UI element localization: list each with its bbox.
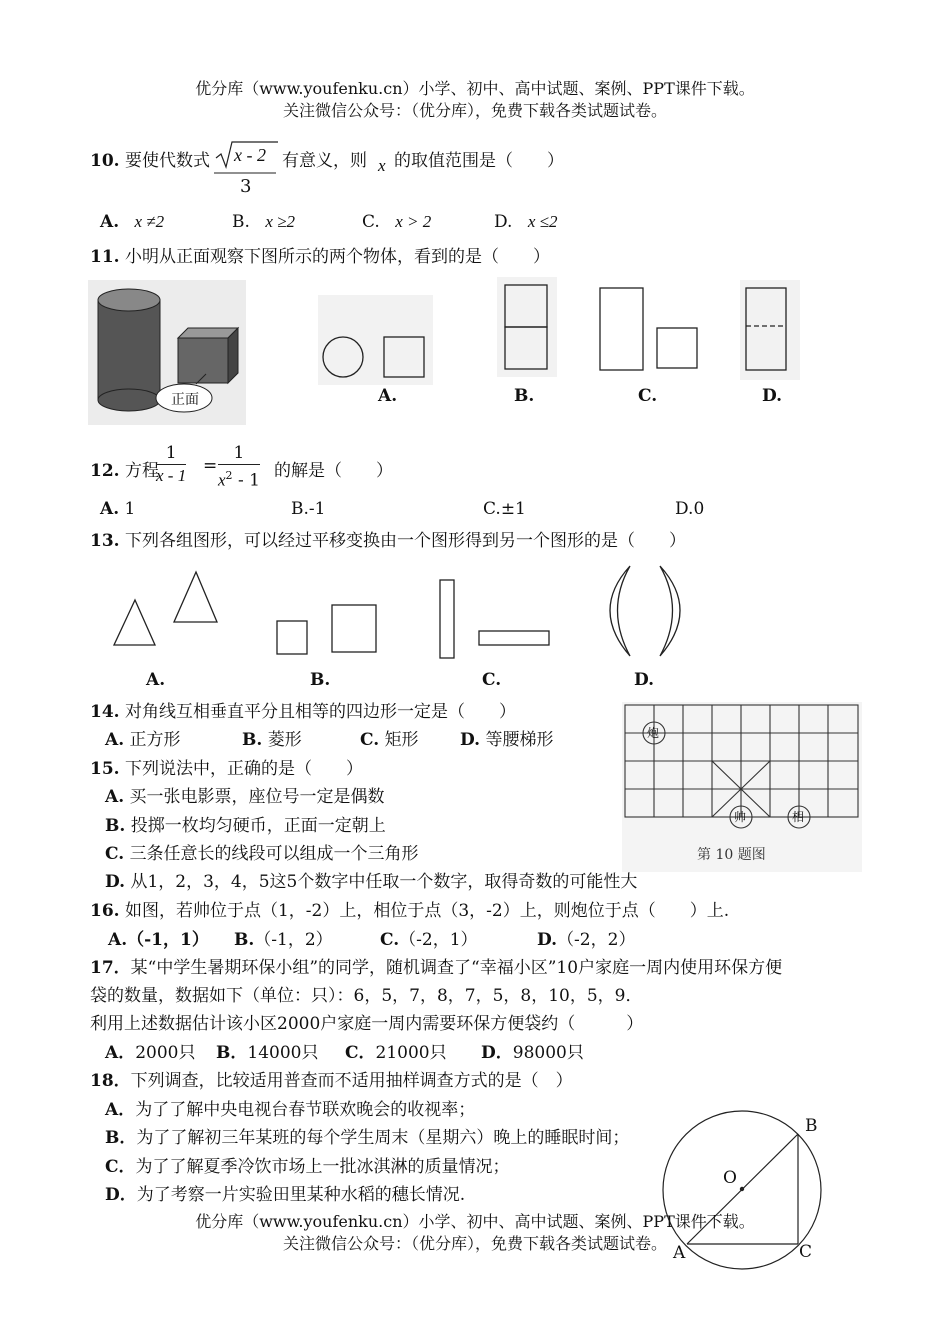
header-line-2: 关注微信公众号：（优分库），免费下载各类试题试卷。: [282, 101, 667, 120]
q18-option-c[interactable]: C．为了了解夏季冷饮市场上一批冰淇淋的质量情况；: [105, 1157, 510, 1177]
footer-line-2: 关注微信公众号：（优分库），免费下载各类试题试卷。: [282, 1234, 667, 1253]
question-12: 12. 方程: [90, 461, 159, 481]
question-17: 17．某“中学生暑期环保小组”的同学，随机调查了“幸福小区”10户家庭一周内使用环保方便: [90, 958, 783, 978]
header-line-1: 优分库（www.youfenku.cn）小学、初中、高中试题、案例、PPT课件下载。: [195, 79, 755, 98]
q17-option-a[interactable]: A．2000只: [105, 1043, 196, 1063]
variable-x: x: [378, 156, 386, 175]
label-c: C: [799, 1242, 813, 1262]
q12-option-a[interactable]: A. 1: [100, 499, 136, 519]
question-17-line-3: 利用上述数据估计该小区2000户家庭一周内需要环保方便袋约（ ）: [90, 1014, 644, 1034]
option-d-figure: [740, 280, 800, 380]
q11-option-d[interactable]: D.: [762, 386, 783, 406]
q12-option-d[interactable]: D.0: [675, 499, 705, 519]
equals-sign: =: [203, 456, 218, 476]
q17-option-d[interactable]: D．98000只: [481, 1043, 584, 1063]
radicand: x - 2: [234, 145, 266, 165]
q14-option-c[interactable]: C. 矩形: [360, 730, 419, 750]
label-b: B: [805, 1116, 818, 1136]
q13-option-a[interactable]: A.: [146, 670, 166, 690]
option-b[interactable]: B. x ≥2: [232, 212, 295, 232]
q13-option-c[interactable]: C.: [482, 670, 502, 690]
footer-line-1: 优分库（www.youfenku.cn）小学、初中、高中试题、案例、PPT课件下载。: [195, 1212, 755, 1231]
q15-option-a[interactable]: A. 买一张电影票，座位号一定是偶数: [105, 787, 385, 807]
q13-option-d[interactable]: D.: [634, 670, 655, 690]
pao-piece: 炮: [647, 726, 660, 740]
q16-option-b[interactable]: B.（-1，2）: [234, 930, 333, 950]
q18-option-a[interactable]: A．为了了解中央电视台春节联欢晚会的收视率；: [105, 1100, 476, 1120]
question-number: 10.: [90, 151, 120, 171]
question-16: 16. 如图，若帅位于点（1，-2）上，相位于点（3，-2）上，则炮位于点（ ）上.: [90, 901, 730, 921]
question-14: 14. 对角线互相垂直平分且相等的四边形一定是（ ）: [90, 702, 516, 722]
option-c-figure: [595, 283, 705, 373]
q12-option-c[interactable]: C.±1: [483, 499, 526, 519]
fraction-lhs: $\frac{1}{x - 1}$: [156, 443, 187, 485]
question-15: 15. 下列说法中，正确的是（ ）: [90, 759, 363, 779]
q15-option-c[interactable]: C. 三条任意长的线段可以组成一个三角形: [105, 844, 419, 864]
question-text: 要使代数式: [124, 151, 210, 171]
front-label: 正面: [171, 392, 199, 408]
board-caption: 第 10 题图: [697, 847, 766, 863]
question-13: 13. 下列各组图形，可以经过平移变换由一个图形得到另一个图形的是（ ）: [90, 531, 686, 551]
q15-option-b[interactable]: B. 投掷一枚均匀硬币，正面一定朝上: [105, 816, 386, 836]
q18-option-b[interactable]: B．为了了解初三年某班的每个学生周末（星期六）晚上的睡眠时间；: [105, 1128, 630, 1148]
q12-option-b[interactable]: B.-1: [291, 499, 326, 519]
q16-option-c[interactable]: C.（-2，1）: [380, 930, 478, 950]
question-18: 18．下列调查，比较适用普查而不适用抽样调查方式的是（ ）: [90, 1071, 573, 1091]
q17-option-c[interactable]: C．21000只: [345, 1043, 447, 1063]
q15-option-d[interactable]: D. 从1，2，3，4，5这5个数字中任取一个数字，取得奇数的可能性大: [105, 872, 638, 892]
translation-figures: [100, 560, 710, 670]
q14-option-b[interactable]: B. 菱形: [242, 730, 302, 750]
q18-option-d[interactable]: D．为了考察一片实验田里某种水稻的穗长情况.: [105, 1185, 466, 1205]
cylinder-cube-figure: [88, 280, 246, 425]
xiang-piece: 相: [792, 810, 805, 824]
question-10: [90, 146, 210, 171]
q11-option-a[interactable]: A.: [378, 386, 398, 406]
option-c[interactable]: C. x > 2: [362, 212, 432, 232]
q16-option-d[interactable]: D.（-2，2）: [537, 930, 636, 950]
q11-option-b[interactable]: B.: [514, 386, 535, 406]
option-b-figure: [497, 277, 557, 377]
question-11: 11. 小明从正面观察下图所示的两个物体，看到的是（ ）: [90, 247, 550, 267]
option-d[interactable]: D. x ≤2: [494, 212, 558, 232]
fraction-rhs: $\frac{1}{x^2 - 1}$: [218, 443, 260, 491]
denominator: 3: [240, 176, 252, 197]
question-17-line-2: 袋的数量，数据如下（单位：只）：6，5，7，8，7，5，8，10，5，9．: [90, 986, 643, 1006]
q13-option-b[interactable]: B.: [310, 670, 331, 690]
q16-option-a[interactable]: A.（-1，1）: [108, 930, 209, 950]
question-text-post: 的解是（ ）: [274, 461, 393, 481]
option-a[interactable]: A. x ≠2: [100, 212, 165, 232]
label-o: O: [723, 1168, 737, 1188]
question-text-post: 的取值范围是（ ）: [394, 151, 564, 171]
q14-option-d[interactable]: D. 等腰梯形: [460, 730, 554, 750]
shuai-piece: 帅: [734, 810, 747, 824]
q11-option-c[interactable]: C.: [638, 386, 658, 406]
label-a: A: [673, 1243, 686, 1263]
question-text-mid: 有意义，则: [282, 151, 367, 171]
option-a-figure: [318, 295, 433, 385]
q17-option-b[interactable]: B．14000只: [216, 1043, 319, 1063]
q14-option-a[interactable]: A. 正方形: [105, 730, 181, 750]
